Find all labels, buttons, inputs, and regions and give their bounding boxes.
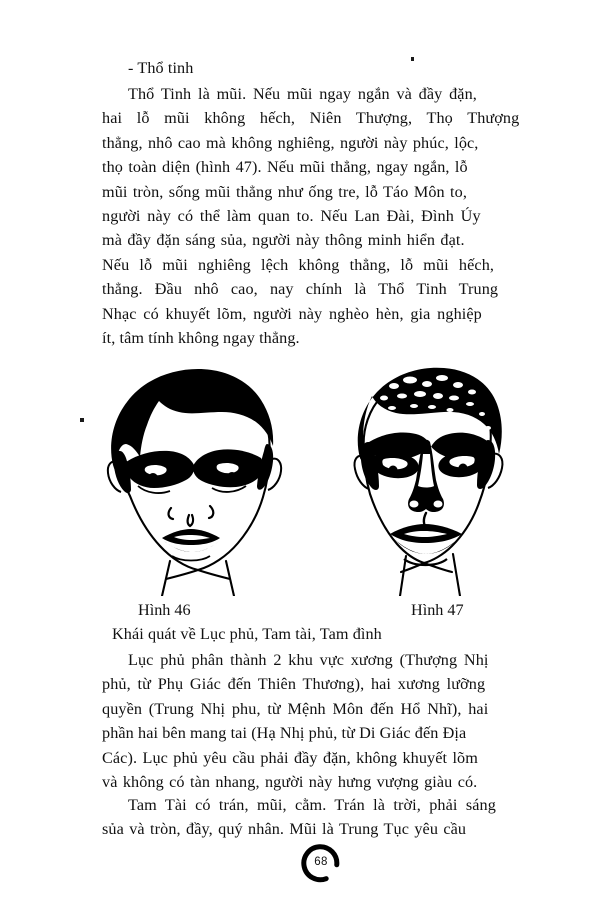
body-line: quyền (Trung Nhị phu, từ Mệnh Môn đến Hổ Nhĩ), hai [102, 699, 489, 718]
page-number-badge [299, 840, 343, 884]
body-line: hai lỗ mũi không hếch, Niên Thượng, Thọ Thượng [102, 109, 520, 128]
subsection-heading-block [102, 622, 542, 646]
body-line: sủa và tròn, đầy, quý nhân. Mũi là Trung Tục yêu cầu [102, 820, 467, 839]
body-line: người này có thể làm quan to. Nếu Lan Đài, Đình Úy [102, 207, 481, 226]
body-line: Các). Lục phủ yêu cầu phải đầy đặn, không khuyết lõm [102, 748, 478, 767]
body-line: thẳng, nhô cao mà không nghiêng, người này phúc, lộc, [102, 133, 479, 152]
body-line: thọ toàn diện (hình 47). Nếu mũi thẳng, ngay ngắn, lỗ [102, 158, 468, 177]
page-number: 68 [314, 856, 328, 868]
section-heading-block [102, 56, 542, 80]
subsection-heading: Khái quát về Lục phủ, Tam tài, Tam đình [112, 625, 382, 643]
body-paragraph-last [102, 793, 542, 842]
body-line: Nhạc có khuyết lõm, người này nghèo hèn, gia nghiệp [102, 304, 482, 323]
scan-speck-left-margin [80, 418, 84, 422]
figure-47 [322, 358, 522, 596]
body-line: Tam Tài có trán, mũi, cằm. Trán là trời, phải sáng [128, 796, 496, 814]
body-line: mà đầy đặn sáng sủa, người này thông minh hiển đạt. [102, 231, 465, 250]
face-illustration-47 [322, 358, 522, 596]
body-line: mũi tròn, sống mũi thẳng như ống tre, lỗ Táo Môn to, [102, 182, 467, 201]
body-line: Nếu lỗ mũi nghiêng lệch không thẳng, lỗ mũi hếch, [102, 255, 495, 274]
body-line: ít, tâm tính không ngay thẳng. [102, 329, 300, 348]
figure-47-caption: Hình 47 [411, 601, 464, 619]
section-heading: - Thổ tinh [128, 59, 194, 77]
figure-46-caption: Hình 46 [138, 601, 191, 619]
body-paragraph-top [102, 82, 542, 350]
body-line: Lục phủ phân thành 2 khu vực xương (Thượng Nhị [128, 651, 489, 669]
body-line: thẳng. Đầu nhô cao, nay chính là Thổ Tinh Trung [102, 280, 499, 299]
body-line: phần hai bên mang tai (Hạ Nhị phủ, từ Di Giác đến Địa [102, 724, 467, 743]
body-line: và không có tàn nhang, người này hưng vượng giàu có. [102, 773, 478, 792]
face-illustration-46 [86, 358, 308, 596]
body-line: phủ, từ Phụ Giác đến Thiên Thương), hai xương lưỡng [102, 675, 486, 694]
body-line: Thổ Tinh là mũi. Nếu mũi ngay ngắn và đầy đặn, [128, 85, 477, 103]
figure-46 [86, 358, 308, 596]
body-paragraph-bottom [102, 648, 542, 794]
